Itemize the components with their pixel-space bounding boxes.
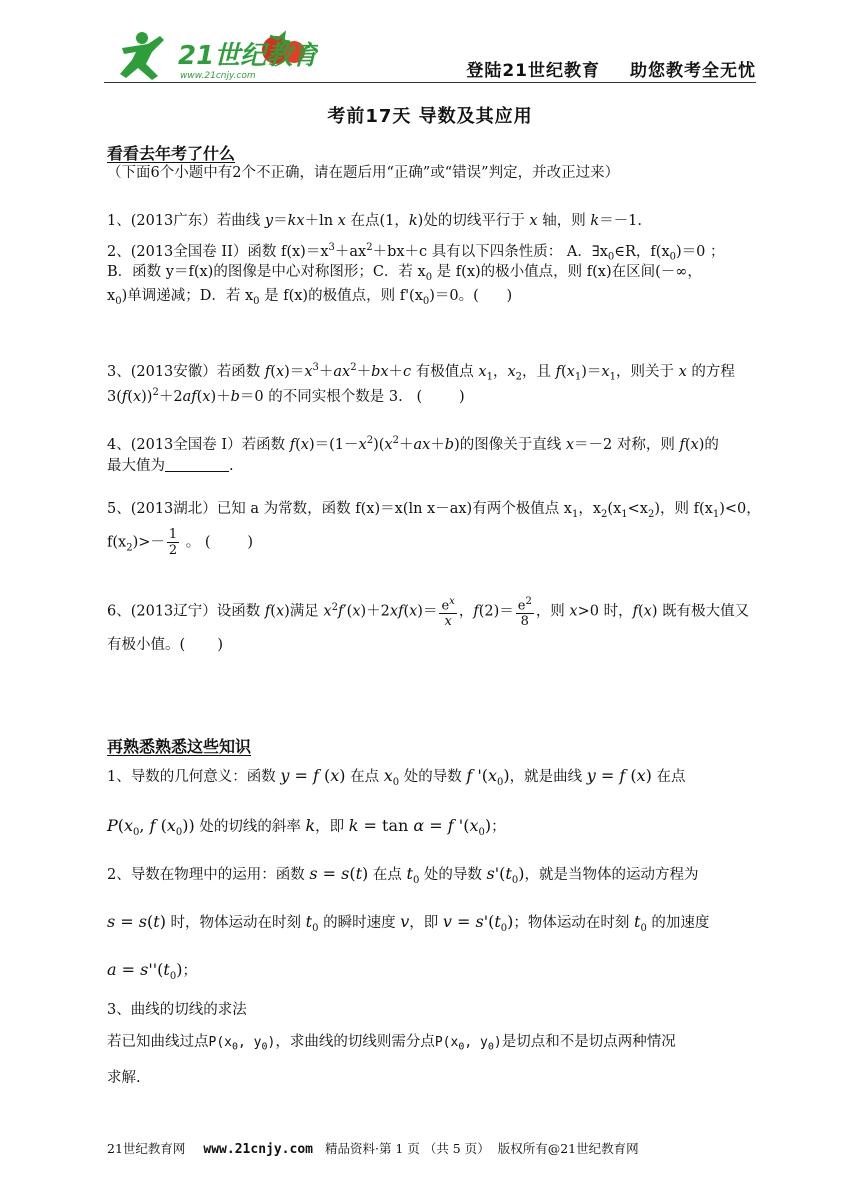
page-footer — [107, 1139, 757, 1157]
header-divider — [104, 82, 756, 83]
question-6-line-2: 有极小值。( ) — [107, 637, 224, 653]
question-6-line-1: 6、(2013辽宁）设函数 f(x)满足 $x^2f'(x)+2xf(x)=$ $\frac{e^x}{x}$ ，f(2)＝ $\frac{e^2}{8}$ ，则 x>0 时，f(x) 既有极大值又 — [107, 596, 750, 630]
slogan-right: 助您教考全无忧 — [630, 61, 756, 81]
question-5-line-2: $f(x_2)>-$ $\frac{1}{2}$ 。 ( ) — [107, 527, 254, 558]
footer-page-info: 精品资料·第 1 页 （共 5 页） — [324, 1141, 490, 1156]
logo-wordmark: 21世纪教育 — [178, 41, 318, 71]
knowledge-2-line-3: $a = s''(t_0)$； — [107, 960, 197, 983]
question-3-line-2: $3(f(x))^2+2af(x)+b=0$ 的不同实根个数是 3. ( ) — [107, 387, 465, 405]
question-1: 1、(2013广东）若曲线 y＝kx＋ln x 在点(1，k)处的切线平行于 x 轴，则 k＝－1. — [107, 213, 642, 229]
header-slogan — [466, 56, 756, 81]
page-title: 考前17天 导数及其应用 — [327, 106, 533, 127]
question-2-line-2: B．函数 y＝f(x)的图像是中心对称图形；C．若 $x_0$ 是 f(x)的极小值点，则 f(x)在区间(－∞， — [107, 264, 702, 283]
knowledge-2-line-1: 2、导数在物理中的运用：函数 s = s(t) 在点 $t_0$ 处的导数 $s'(t_0)$，就是当物体的运动方程为 — [107, 864, 699, 887]
slogan-left: 登陆21世纪教育 — [466, 61, 600, 81]
section-heading-review: 看看去年考了什么 — [107, 144, 236, 163]
question-4-line-1: 4、(2013全国卷 I）若函数 $f(x)=(1-x^2)(x^2+ax+b)$的图像关于直线 x＝－2 对称，则 f(x)的 — [107, 435, 719, 453]
knowledge-3-line-1: 若已知曲线过点$P(x_0$, $y_0$)，求曲线的切线则需分点$P(x_0$, $y_0$)是切点和不是切点两种情况 — [107, 1034, 676, 1053]
page-header — [104, 28, 756, 84]
knowledge-3-heading: 3、曲线的切线的求法 — [107, 1002, 247, 1018]
footer-left: 21世纪教育网 — [107, 1141, 186, 1156]
knowledge-3-line-2: 求解. — [107, 1070, 141, 1086]
question-4-line-2: 最大值为 . — [107, 458, 234, 474]
answer-blank[interactable] — [165, 457, 229, 472]
question-2-line-3: $x_0$)单调递减；D．若 $x_0$ 是 f(x)的极值点，则 $f'(x_0)=0$。( ) — [107, 288, 513, 307]
footer-copyright: 版权所有@21世纪教育网 — [497, 1141, 639, 1156]
question-3-line-1: 3、(2013安徽）若函数 $f(x)=x^3+ax^2+bx+c$ 有极值点 $x_1$，$x_2$，且 $f(x_1)=x_1$，则关于 x 的方程 — [107, 362, 735, 383]
knowledge-1-line-2: $P(x_0$, f $(x_0)$) 处的切线的斜率 k，即 k = tan α = f '$(x_0)$； — [107, 816, 506, 839]
section-heading-knowledge: 再熟悉熟悉这些知识 — [107, 737, 252, 756]
section-instruction: （下面6个小题中有2个不正确，请在题后用“正确”或“错误”判定，并改正过来） — [107, 165, 620, 181]
knowledge-1-line-1: 1、导数的几何意义：函数 y = f (x) 在点 $x_0$ 处的导数 f '$(x_0)$，就是曲线 y = f (x) 在点 — [107, 766, 686, 789]
logo-21cnjy-icon — [108, 28, 318, 82]
knowledge-2-line-2: s = s(t) 时，物体运动在时刻 $t_0$ 的瞬时速度 v，即 $v = s'(t_0)$；物体运动在时刻 $t_0$ 的加速度 — [107, 912, 710, 935]
question-5-line-1: 5、(2013湖北）已知 a 为常数，函数 f(x)＝x(ln x－ax)有两个极值点 $x_1$，$x_2(x_1<x_2)$，则 $f(x_1)<0$， — [107, 501, 761, 520]
logo-url: www.21cnjy.com — [180, 71, 256, 81]
footer-site-link[interactable]: www.21cnjy.com — [203, 1142, 313, 1157]
question-2-line-1: 2、(2013全国卷 II）函数 $f(x)=x^3+ax^2+bx+c$ 具有以下四条性质： A．$\exists x_0\in R$，$f(x_0)=0$ ； — [107, 242, 725, 263]
